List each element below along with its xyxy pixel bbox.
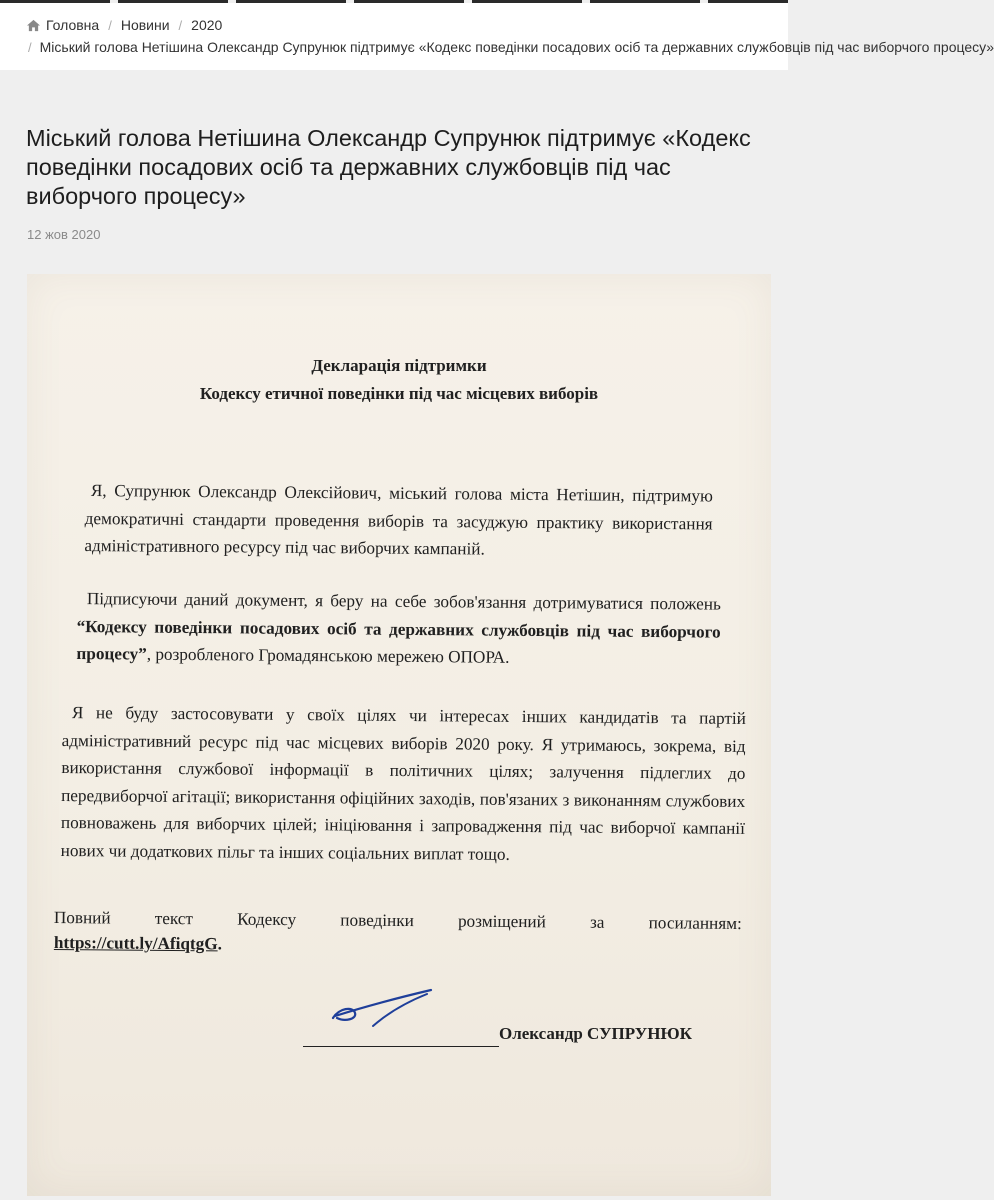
document-paragraph: Повний текст Кодексу поведінки розміщений за посиланням:: [53, 907, 742, 934]
paragraph-text: , розробленого Громадянською мережею ОПОРА.: [146, 644, 510, 667]
breadcrumb-separator: /: [28, 39, 32, 55]
breadcrumb-separator: /: [178, 17, 183, 33]
link-suffix: .: [217, 934, 223, 954]
home-icon[interactable]: [26, 19, 41, 32]
document-link-line: [54, 933, 222, 954]
signer-name: Олександр СУПРУНЮК: [499, 1024, 692, 1043]
paragraph-text: Підписуючи даний документ, я беру на себе зобов'язання дотримуватися положень: [86, 589, 721, 614]
document-paragraph: Я, Супрунюк Олександр Олексійович, міський голова міста Нетішин, підтримую демократичні стандарти проведення виборів та засуджую практику використання адміністративного ресурсу під час виборчих кампаній.: [84, 481, 713, 559]
publish-date: 12 жов 2020: [27, 227, 101, 242]
code-title: “Кодексу поведінки посадових осіб та державних службовців під час виборчого процесу”: [76, 616, 721, 664]
document-heading: Декларація підтримки: [311, 356, 487, 375]
document-paragraph: Я не буду застосовувати у своїх цілях чи інтересах інших кандидатів та партій адміністративний ресурс під час місцевих виборів 2020 року. Я утримаюсь, зокрема, від використання службової інформації в політичних цілях; залучення підлеглих до передвиборчої агітації; використання офіційних заходів, пов'язаних з виконанням службових повноважень для виборчих цілей; ініціювання і запровадження під час виборчої кампанії нових чи додаткових пільг та інших соціальних виплат тощо.: [60, 703, 746, 864]
document-photo: [27, 274, 771, 1196]
breadcrumb: [0, 3, 994, 70]
breadcrumb-row: [26, 17, 222, 33]
breadcrumb-news-link[interactable]: Новини: [120, 17, 170, 33]
signature: [327, 986, 437, 1032]
breadcrumb-separator: /: [108, 17, 112, 33]
document-paragraph: [76, 585, 721, 673]
signature-line: [303, 1046, 499, 1047]
document-subheading: Кодексу етичної поведінки під час місцевих виборів: [199, 384, 599, 403]
breadcrumb-home-link[interactable]: Головна: [46, 17, 100, 33]
breadcrumb-year-link[interactable]: 2020: [191, 17, 223, 33]
page-title: Міський голова Нетішина Олександр Супрунюк підтримує «Кодекс поведінки посадових осіб та державних службовців під час виборчого процесу»: [26, 125, 751, 209]
code-link[interactable]: https://cutt.ly/AfiqtgG: [53, 933, 218, 954]
breadcrumb-row: [28, 39, 994, 55]
breadcrumb-current: Міський голова Нетішина Олександр Супрунюк підтримує «Кодекс поведінки посадових осіб та державних службовців під час виборчого процесу»: [39, 39, 994, 55]
